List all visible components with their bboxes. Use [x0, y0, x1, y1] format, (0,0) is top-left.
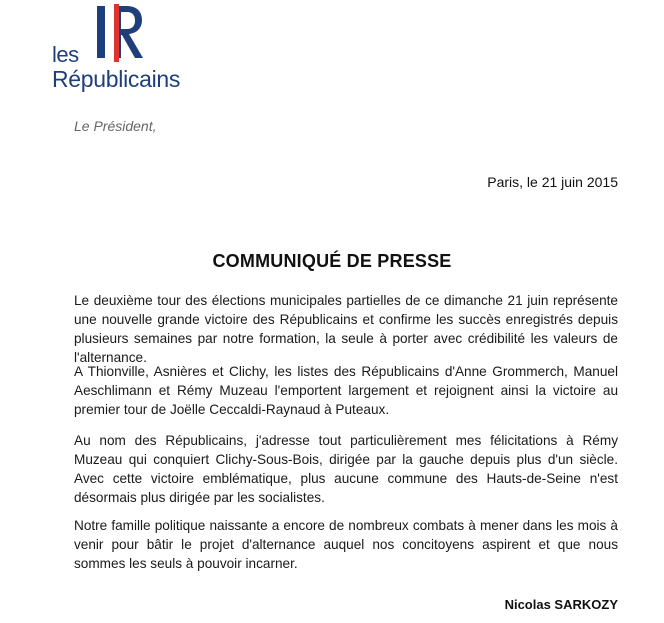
paragraph-3: Au nom des Républicains, j'adresse tout particulièrement mes félicitations à Rémy Muzeau qui conquiert Clichy-Sous-Bois, dirigée par la gauche depuis plus d'un siècle. Avec cette victoire emblématique, plus aucune commune des Hauts-de-Seine n'est désormais plus dirigée par les socialistes.: [74, 433, 618, 505]
date-line: Paris, le 21 juin 2015: [487, 174, 618, 190]
les-republicains-logo: [52, 4, 192, 94]
signature: Nicolas SARKOZY: [504, 597, 618, 612]
paragraph-4: Notre famille politique naissante a encore de nombreux combats à mener dans les mois à venir pour bâtir le projet d'alternance auquel nos concitoyens aspirent et que nous sommes les seuls à pouvoir incarner.: [74, 518, 618, 571]
document-title: COMMUNIQUÉ DE PRESSE: [212, 251, 452, 271]
logo-text-republicains: Républicains: [52, 66, 181, 92]
paragraph-2: A Thionville, Asnières et Clichy, les listes des Républicains d'Anne Grommerch, Manuel Aeschlimann et Rémy Muzeau l'emportent largement et rejoignent ainsi la victoire au premier tour de Joëlle Ceccaldi-Raynaud à Puteaux.: [74, 364, 618, 417]
paragraph-1: Le deuxième tour des élections municipales partielles de ce dimanche 21 juin représente une nouvelle grande victoire des Républicains et confirme les succès enregistrés depuis plusieurs semaines par notre formation, la seule à porter avec crédibilité les valeurs de l'alternance.: [74, 293, 618, 365]
logo-blue-bar: [97, 6, 105, 58]
sender-line: Le Président,: [74, 118, 157, 134]
logo-red-bar: [114, 4, 119, 62]
logo-text-les: les: [52, 42, 79, 67]
